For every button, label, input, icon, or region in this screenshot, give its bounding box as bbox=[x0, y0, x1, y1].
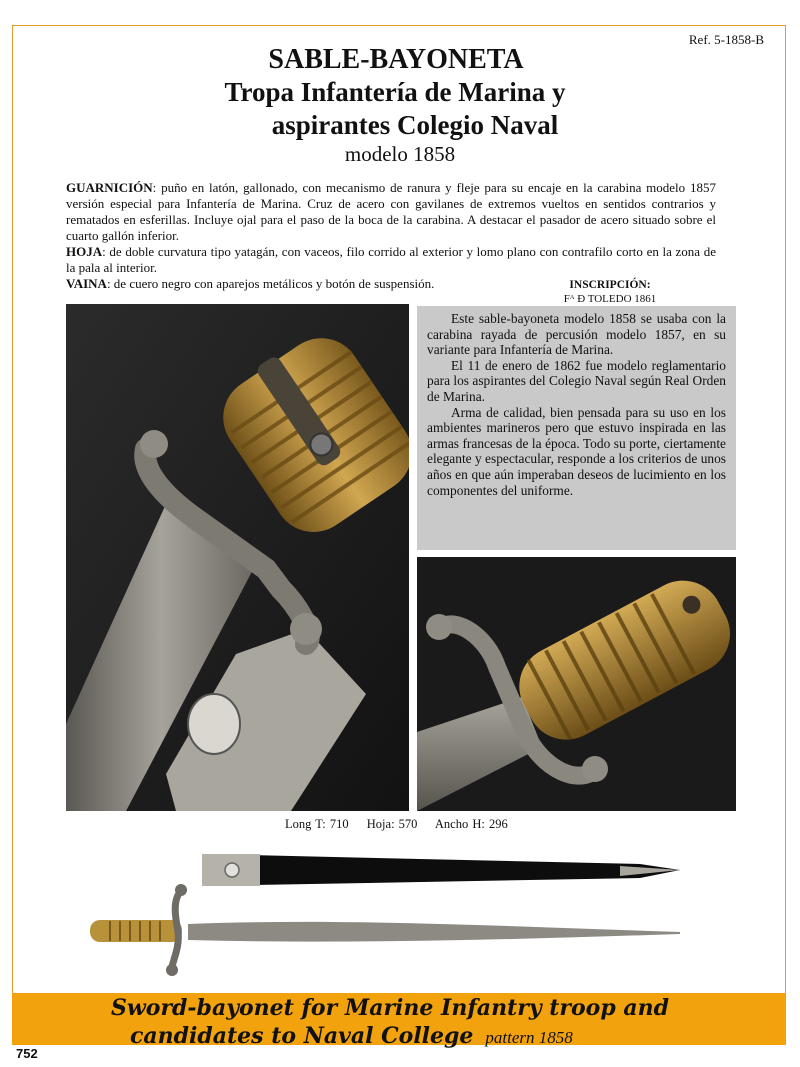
hilt-photo-illustration bbox=[66, 304, 409, 811]
guarnicion-paragraph bbox=[66, 180, 716, 244]
page-number: 752 bbox=[16, 1046, 38, 1061]
title-line-1: SABLE-BAYONETA bbox=[268, 44, 524, 75]
english-title-line-2 bbox=[130, 1023, 770, 1051]
guarnicion-text: : puño en latón, gallonado, con mecanismo de ranura y fleje para su encaje en la carabina modelo 1857 versión especial para Infantería de Marina. Cruz de acero con gavilanes de extremos vueltos en sentidos contrarios y rematados en esferillas. Incluye ojal para el paso de la boca de la carabina. A destacar el pasador de acero situado sobre el cuarto gallón inferior. bbox=[66, 180, 716, 243]
hoja-label: HOJA bbox=[66, 244, 103, 259]
full-sword-illustration bbox=[80, 840, 700, 980]
inscription-label: INSCRIPCIÓN: bbox=[569, 279, 651, 291]
dimension-width: Ancho H: 296 bbox=[434, 817, 508, 831]
dimension-length: Long T: 710 bbox=[285, 817, 349, 831]
english-title-line-1: Sword-bayonet for Marine Infantry troop and bbox=[110, 995, 670, 1021]
title-line-3: aspirantes Colegio Naval bbox=[271, 110, 559, 140]
reference-number: Ref. 5-1858-B bbox=[688, 32, 764, 47]
info-paragraph-2: El 11 de enero de 1862 fue modelo reglamentario para los aspirantes del Colegio Naval según Real Orden de Marina. bbox=[427, 357, 726, 404]
inscription bbox=[548, 278, 672, 306]
guarnicion-label: GUARNICIÓN bbox=[66, 180, 153, 195]
info-paragraph-1: Este sable-bayoneta modelo 1858 se usaba con la carabina rayada de percusión modelo 1857, en su variante para Infantería de Marina. bbox=[427, 311, 726, 358]
description bbox=[66, 180, 716, 292]
scabbard-button bbox=[225, 863, 239, 877]
title-line-2: Tropa Infantería de Marina y bbox=[224, 77, 566, 107]
vaina-text: : de cuero negro con aparejos metálicos y botón de suspensión. bbox=[106, 276, 435, 291]
inscription-text: Fᴬ Ð TOLEDO 1861 bbox=[563, 293, 657, 305]
blade bbox=[188, 922, 680, 942]
grip bbox=[90, 920, 182, 942]
dimension-blade: Hoja: 570 bbox=[366, 817, 418, 831]
hilt-reverse-photo bbox=[417, 557, 736, 811]
info-box bbox=[417, 306, 736, 550]
dimensions bbox=[285, 817, 522, 832]
vaina-label: VAINA bbox=[66, 276, 107, 291]
hilt-reverse-illustration bbox=[417, 557, 736, 811]
scabbard bbox=[202, 854, 680, 886]
hoja-text: : de doble curvatura tipo yatagán, con vaceos, filo corrido al exterior y lomo plano con contrafilo corto en la zona de la pala al interior. bbox=[66, 244, 716, 275]
hilt-photo bbox=[66, 304, 409, 811]
info-paragraph-3: Arma de calidad, bien pensada para su uso en los ambientes marineros pero que estuvo inspirada en las armas francesas de la época. Todo su porte, ciertamente elegante y espectacular, responde a los criterios de unos años en que aún imperaban deseos de lucimiento en los componentes del uniforme. bbox=[427, 404, 726, 498]
english-pattern: pattern 1858 bbox=[485, 1028, 573, 1047]
english-title-line-2-text: candidates to Naval College bbox=[130, 1023, 474, 1049]
model-subtitle: modelo 1858 bbox=[344, 142, 456, 166]
title-block bbox=[0, 44, 800, 166]
hoja-paragraph bbox=[66, 244, 716, 276]
